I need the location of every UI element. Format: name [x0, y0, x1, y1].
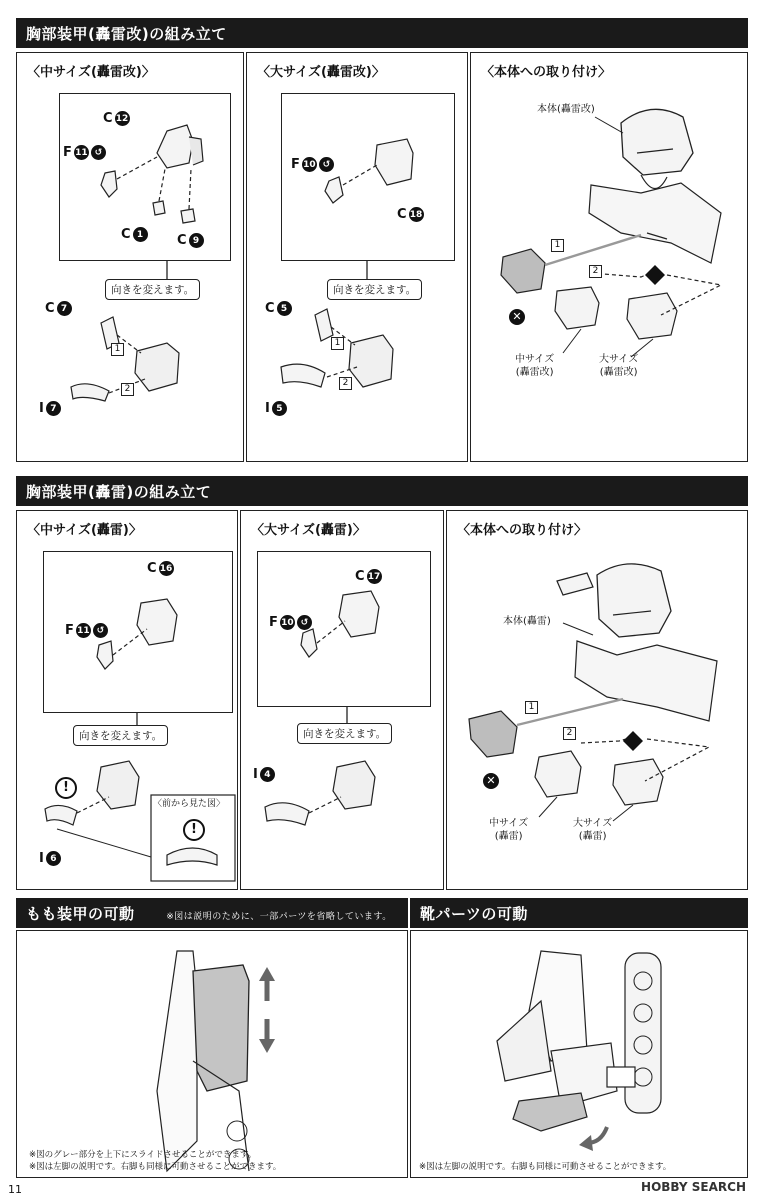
- part-c16: C 16: [147, 561, 173, 576]
- panel-boot: [410, 930, 748, 1178]
- hook-icon: ↺: [297, 615, 312, 630]
- rotate-callout: 向きを変えます。: [327, 279, 422, 300]
- part-i7: I 7: [39, 401, 61, 416]
- thigh-title: もも装甲の可動: [26, 905, 135, 923]
- hook-icon: ↺: [319, 157, 334, 172]
- step-1-marker: 1: [525, 701, 538, 714]
- part-f10: F 10 ↺: [269, 615, 312, 630]
- part-i5: I 5: [265, 401, 287, 416]
- part-c1: C 1: [121, 227, 148, 242]
- assembly-diagram: [17, 511, 239, 891]
- step-2-marker: 2: [563, 727, 576, 740]
- step-2-marker: 2: [589, 265, 602, 278]
- boot-footer: ※図は左脚の説明です。右脚も同様に可動させることができます。: [419, 1162, 672, 1172]
- part-c12: C 12: [103, 111, 129, 126]
- panel-title: 〈本体への取り付け〉: [481, 65, 612, 80]
- panel-title: 〈中サイズ(轟雷)〉: [27, 523, 142, 538]
- section2-title: 胸部装甲(轟雷)の組み立て: [16, 476, 748, 506]
- watermark-logo: HOBBY SEARCH: [641, 1180, 746, 1194]
- step-2-marker: 2: [121, 383, 134, 396]
- thigh-note: ※図は説明のために、一部パーツを省略しています。: [166, 912, 392, 922]
- thigh-diagram: [17, 931, 409, 1179]
- part-i6: I 6: [39, 851, 61, 866]
- part-f11: F 11 ↺: [63, 145, 106, 160]
- large-label: 大サイズ (轟雷): [573, 818, 613, 842]
- body-label: 本体(轟雷): [503, 616, 551, 627]
- not-used-icon: ✕: [483, 773, 499, 789]
- page-number: 11: [8, 1183, 22, 1196]
- panel-title: 〈大サイズ(轟雷)〉: [251, 523, 366, 538]
- thigh-title-band: [16, 898, 408, 928]
- not-used-icon: ✕: [509, 309, 525, 325]
- section1-title: 胸部装甲(轟雷改)の組み立て: [16, 18, 748, 48]
- medium-label: 中サイズ (轟雷改): [515, 354, 555, 378]
- large-label: 大サイズ (轟雷改): [599, 354, 639, 378]
- panel-attach-raikai: [470, 52, 748, 462]
- medium-label: 中サイズ (轟雷): [489, 818, 529, 842]
- caution-icon: !: [55, 777, 77, 799]
- panel-large-raikai: [246, 52, 468, 462]
- part-c9: C 9: [177, 233, 204, 248]
- part-c17: C 17: [355, 569, 381, 584]
- panel-attach-rai: [446, 510, 748, 890]
- panel-title: 〈本体への取り付け〉: [457, 523, 588, 538]
- thigh-footer-1: ※図のグレー部分を上下にスライドさせることができます。: [29, 1150, 257, 1160]
- part-c18: C 18: [397, 207, 423, 222]
- rotate-callout: 向きを変えます。: [297, 723, 392, 744]
- hook-icon: ↺: [91, 145, 106, 160]
- part-c7: C 7: [45, 301, 72, 316]
- boot-diagram: [411, 931, 749, 1179]
- front-view-label: 〈前から見た図〉: [153, 799, 226, 809]
- panel-thigh: [16, 930, 408, 1178]
- hook-icon: ↺: [93, 623, 108, 638]
- step-1-marker: 1: [331, 337, 344, 350]
- boot-title: 靴パーツの可動: [410, 898, 748, 928]
- step-1-marker: 1: [551, 239, 564, 252]
- assembly-diagram: [241, 511, 445, 891]
- panel-medium-rai: [16, 510, 238, 890]
- panel-medium-raikai: [16, 52, 244, 462]
- part-c5: C 5: [265, 301, 292, 316]
- part-f10: F 10 ↺: [291, 157, 334, 172]
- rotate-callout: 向きを変えます。: [105, 279, 200, 300]
- panel-title: 〈中サイズ(轟雷改)〉: [27, 65, 155, 80]
- panel-large-rai: [240, 510, 444, 890]
- step-2-marker: 2: [339, 377, 352, 390]
- part-i4: I 4: [253, 767, 275, 782]
- panel-title: 〈大サイズ(轟雷改)〉: [257, 65, 385, 80]
- body-label: 本体(轟雷改): [537, 104, 595, 115]
- part-f11: F 11 ↺: [65, 623, 108, 638]
- attachment-diagram: [471, 53, 749, 463]
- thigh-footer-2: ※図は左脚の説明です。右脚も同様に可動させることができます。: [29, 1162, 282, 1172]
- caution-icon: !: [183, 819, 205, 841]
- step-1-marker: 1: [111, 343, 124, 356]
- rotate-callout: 向きを変えます。: [73, 725, 168, 746]
